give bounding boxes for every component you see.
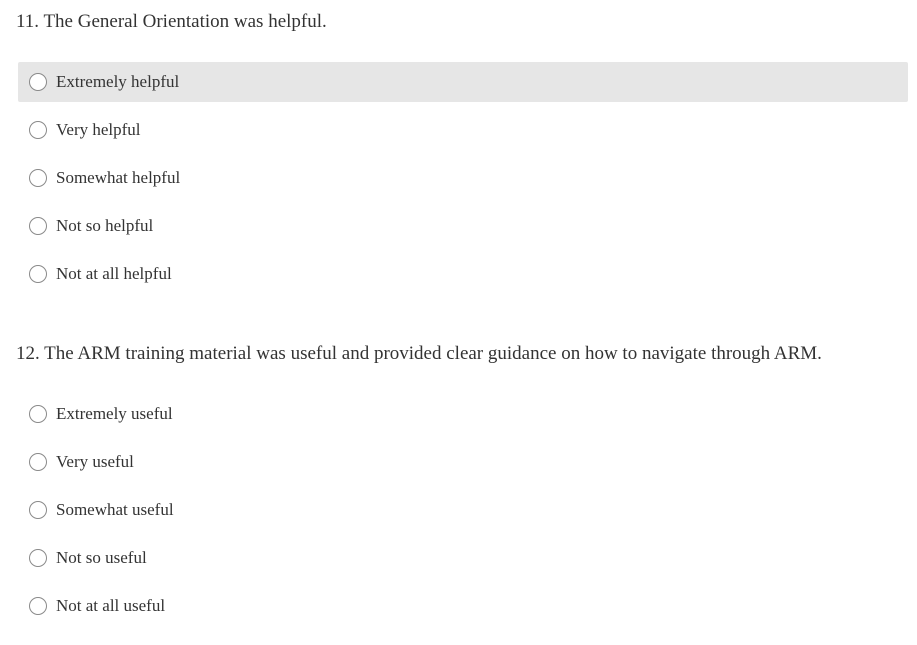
option-very-helpful[interactable] bbox=[18, 110, 908, 150]
radio-button-icon[interactable] bbox=[29, 501, 47, 519]
question-12-title: 12. The ARM training material was useful and provided clear guidance on how to navigate through ARM. bbox=[16, 343, 822, 364]
option-label: Not at all useful bbox=[56, 596, 166, 615]
radio-button-icon[interactable] bbox=[29, 169, 47, 187]
option-not-at-all-helpful[interactable] bbox=[18, 254, 908, 294]
option-label: Not so useful bbox=[56, 548, 147, 567]
radio-button-icon[interactable] bbox=[29, 549, 47, 567]
option-not-at-all-useful[interactable] bbox=[18, 586, 908, 626]
question-11-title: 11. The General Orientation was helpful. bbox=[16, 11, 327, 32]
option-somewhat-useful[interactable] bbox=[18, 490, 908, 530]
option-label: Somewhat useful bbox=[56, 500, 174, 519]
option-label: Very helpful bbox=[56, 120, 141, 139]
option-not-so-useful[interactable] bbox=[18, 538, 908, 578]
option-label: Not so helpful bbox=[56, 216, 154, 235]
radio-button-icon[interactable] bbox=[29, 73, 47, 91]
radio-button-icon[interactable] bbox=[29, 265, 47, 283]
question-11-options bbox=[18, 62, 908, 302]
option-label: Very useful bbox=[56, 452, 134, 471]
radio-button-icon[interactable] bbox=[29, 217, 47, 235]
option-somewhat-helpful[interactable] bbox=[18, 158, 908, 198]
radio-button-icon[interactable] bbox=[29, 597, 47, 615]
radio-button-icon[interactable] bbox=[29, 121, 47, 139]
question-12-options bbox=[18, 394, 908, 634]
option-label: Extremely useful bbox=[56, 404, 173, 423]
radio-button-icon[interactable] bbox=[29, 453, 47, 471]
option-label: Extremely helpful bbox=[56, 72, 180, 91]
option-very-useful[interactable] bbox=[18, 442, 908, 482]
option-extremely-helpful[interactable] bbox=[18, 62, 908, 102]
option-not-so-helpful[interactable] bbox=[18, 206, 908, 246]
option-label: Not at all helpful bbox=[56, 264, 172, 283]
radio-button-icon[interactable] bbox=[29, 405, 47, 423]
option-extremely-useful[interactable] bbox=[18, 394, 908, 434]
option-label: Somewhat helpful bbox=[56, 168, 181, 187]
